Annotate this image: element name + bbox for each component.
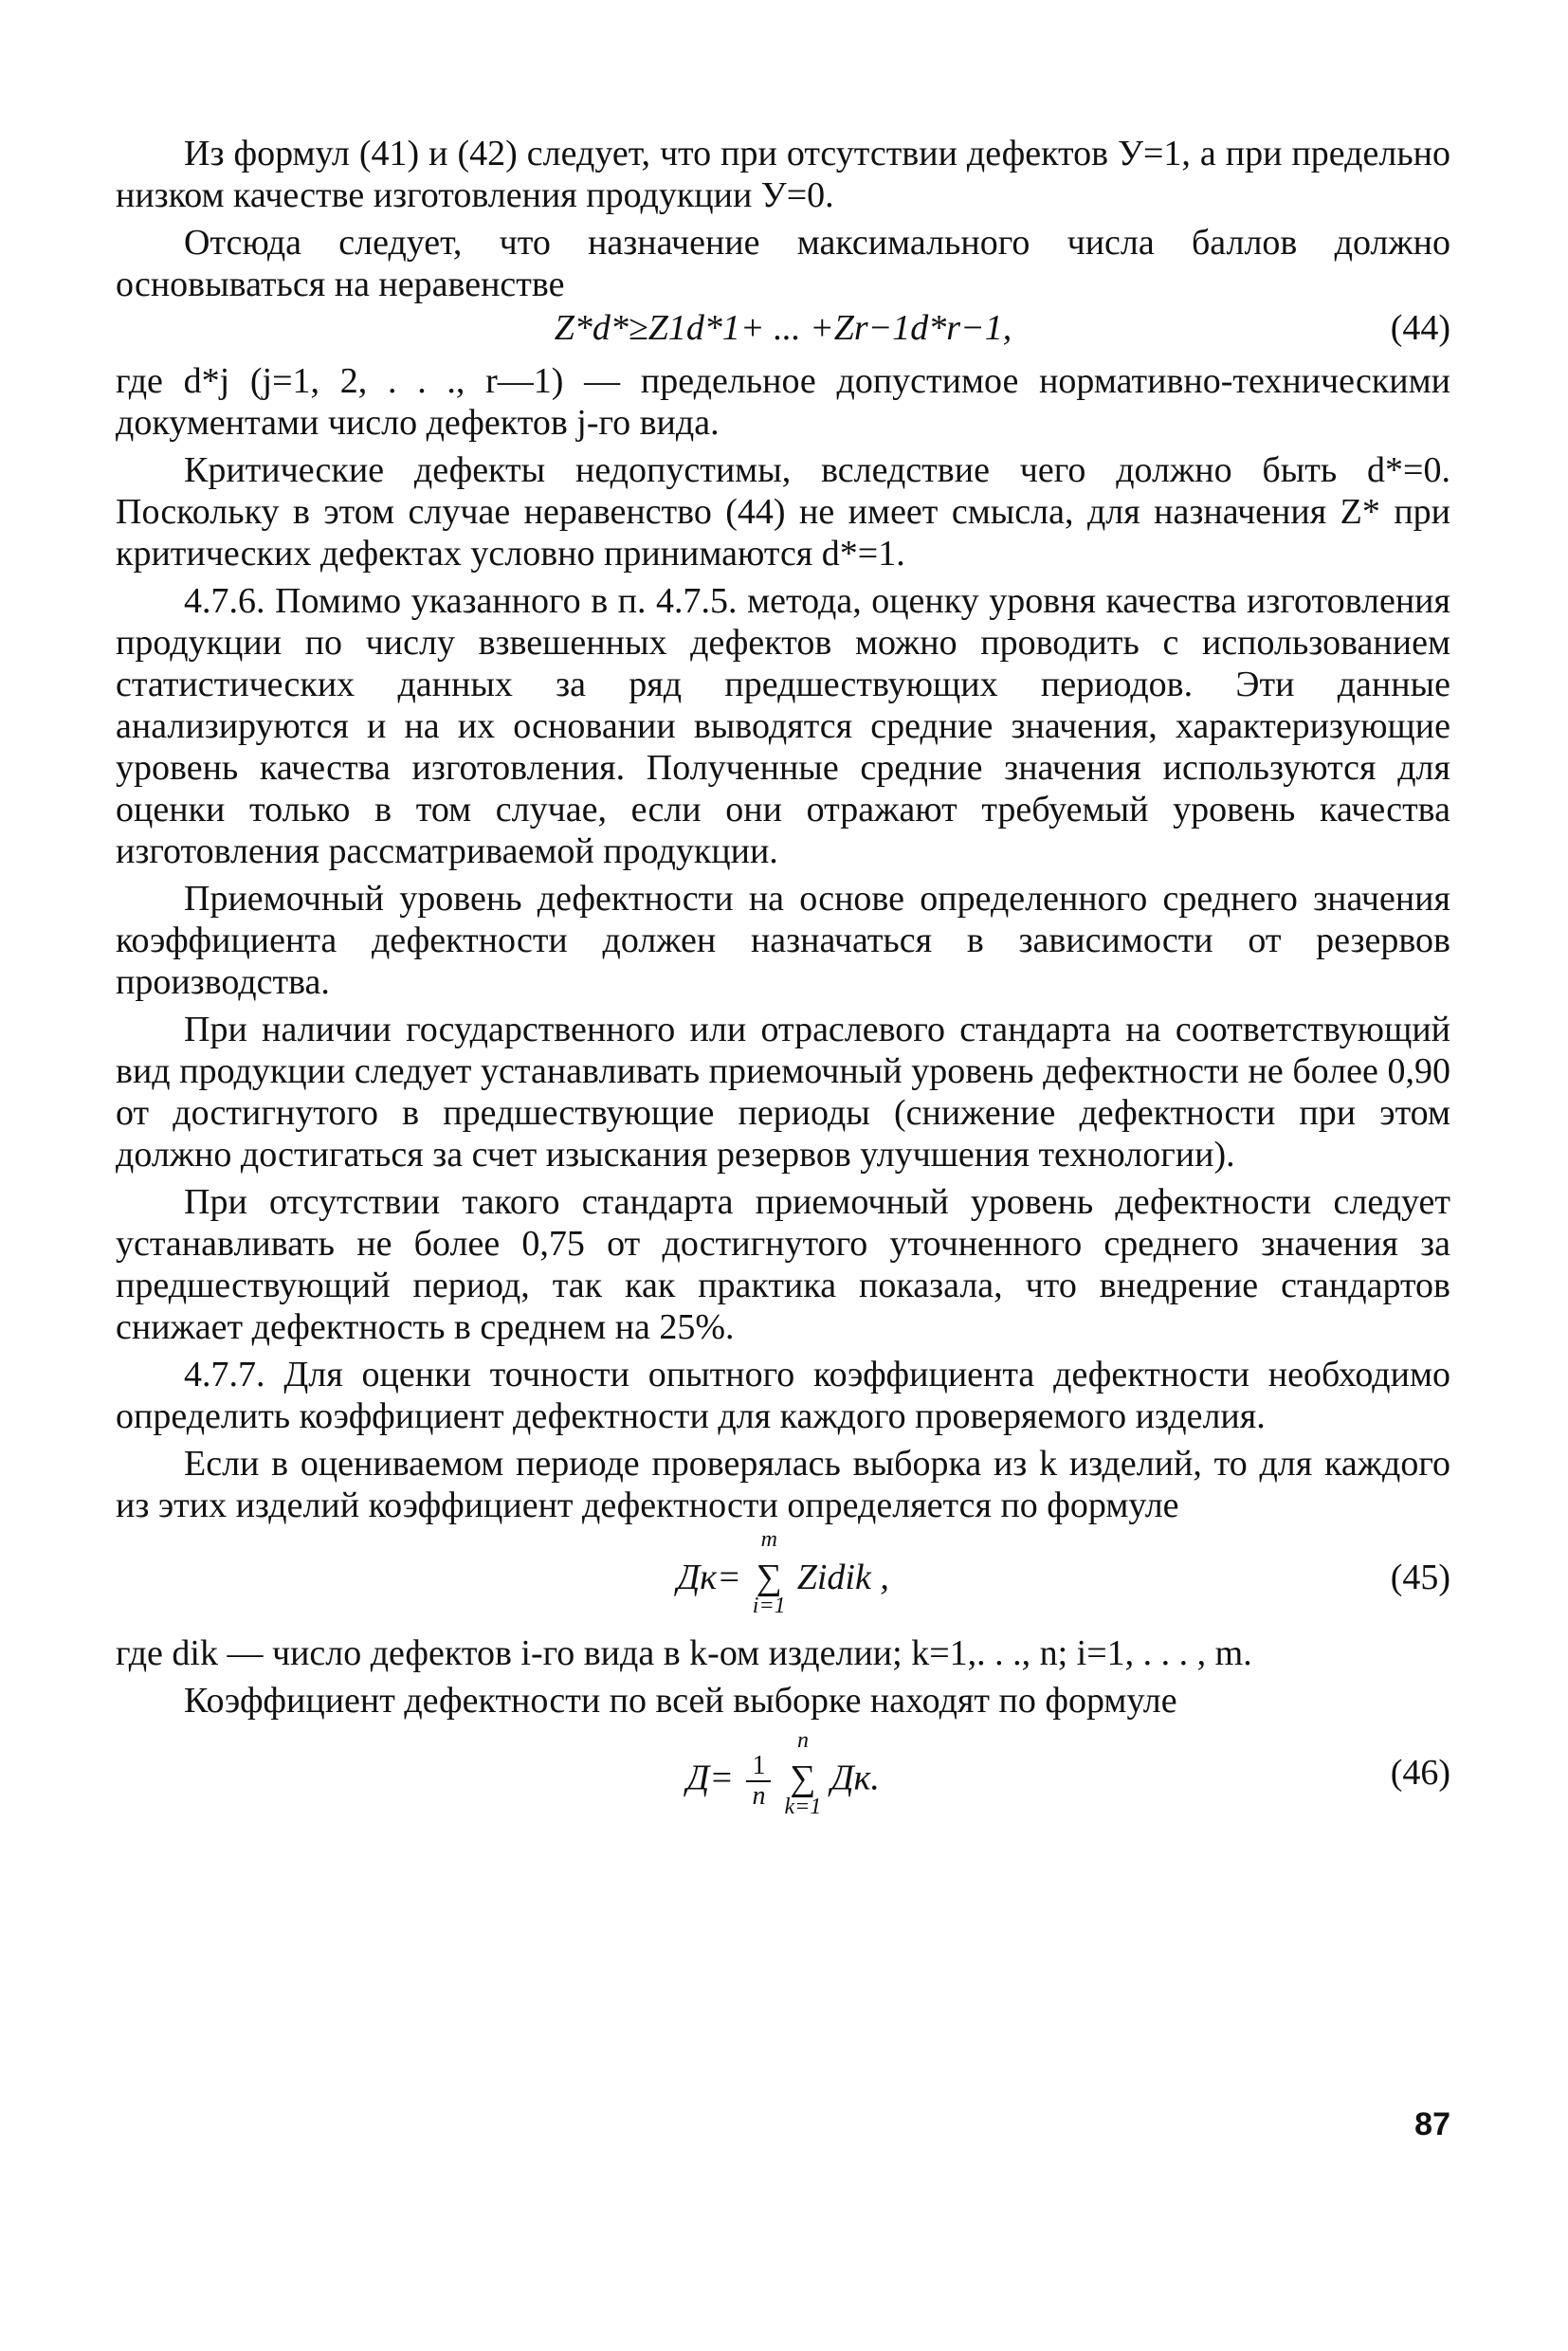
paragraph-1: Из формул (41) и (42) следует, что при отсутствии дефектов У=1, а при предельно низком качестве изготовления продукции У=0. — [116, 134, 1450, 215]
formula-46-body: Дк. — [830, 1758, 880, 1798]
formula-45-lhs: Дк= — [677, 1558, 741, 1597]
formula-46-expression — [116, 1727, 1450, 1819]
formula-45-sum-top: m — [760, 1527, 777, 1552]
formula-46-fraction — [746, 1752, 771, 1811]
paragraph-7: При наличии государственного или отраслевого стандарта на соответствующий вид продукции следует устанавливать приемочный уровень дефектности не более 0,90 от достигнутого в предшествующие периоды (снижение дефектности при этом должно достигаться за счет изыскания резервов улучшения технологии). — [116, 1010, 1450, 1175]
formula-44-number: (44) — [1390, 308, 1450, 348]
formula-46-frac-num: 1 — [746, 1752, 771, 1782]
page-number: 87 — [1414, 2106, 1450, 2142]
paragraph-12: Коэффициент дефектности по всей выборке находят по формуле — [184, 1681, 1177, 1721]
formula-46-sum: n ∑ k=1 — [784, 1758, 822, 1799]
paragraph-5: 4.7.6. Помимо указанного в п. 4.7.5. метода, оценку уровня качества изготовления продукции по числу взвешенных дефектов можно проводить с использованием статистических данных за ряд предшествующих периодов. Эти данные анализируются и на их основании выводятся средние значения, характеризующие уровень качества изготовления. Полученные средние значения используются для оценки только в том случае, если они отражают требуемый уровень качества изготовления рассматриваемой продукции. — [116, 581, 1450, 871]
formula-44-expression: Z*d*≥Z1d*1+ ... +Zr−1d*r−1, — [554, 308, 1012, 348]
paragraph-8: При отсутствии такого стандарта приемочный уровень дефектности следует устанавливать не более 0,75 от достигнутого уточненного среднего значения за предшествующий период, так как практика показала, что внедрение стандартов снижает дефектность в среднем на 25%. — [116, 1182, 1450, 1347]
paragraph-6: Приемочный уровень дефектности на основе определенного среднего значения коэффициента дефектности должен назначаться в зависимости от резервов производства. — [116, 879, 1450, 1002]
paragraph-9: 4.7.7. Для оценки точности опытного коэффициента дефектности необходимо определить коэффициент дефектности для каждого проверяемого изделия. — [116, 1355, 1450, 1436]
formula-46-frac-den: n — [752, 1781, 766, 1811]
paragraph-10: Если в оцениваемом периоде проверялась выборка из k изделий, то для каждого из этих изделий коэффициент дефектности определяется по формуле — [116, 1444, 1450, 1525]
formula-46-sum-top: n — [796, 1727, 809, 1753]
formula-46-number: (46) — [1390, 1753, 1450, 1793]
formula-45-sum-bottom: i=1 — [752, 1594, 786, 1618]
paragraph-11: где dik — число дефектов i-го вида в k-ом изделии; k=1,. . ., n; i=1, . . . , m. — [116, 1633, 1252, 1673]
formula-46-sum-bottom: k=1 — [784, 1794, 822, 1819]
formula-46 — [116, 1727, 1450, 1822]
formula-45 — [116, 1527, 1450, 1627]
formula-45-sum: m ∑ i=1 — [750, 1557, 788, 1598]
formula-45-body: Zidik , — [796, 1558, 889, 1597]
paragraph-4: Критические дефекты недопустимы, вследствие чего должно быть d*=0. Поскольку в этом случае неравенство (44) не имеет смысла, для назначения Z* при критических дефектах условно принимаются d*=1. — [116, 450, 1450, 574]
formula-45-expression — [116, 1527, 1450, 1618]
formula-46-lhs: Д= — [686, 1758, 734, 1798]
paragraph-2: Отсюда следует, что назначение максимального числа баллов должно основываться на неравенстве — [116, 223, 1450, 304]
page-content — [116, 133, 1450, 1828]
formula-45-number: (45) — [1390, 1558, 1450, 1597]
formula-44 — [116, 307, 1450, 358]
paragraph-3: где d*j (j=1, 2, . . ., r—1) — предельное допустимое нормативно-техническими документами число дефектов j-го вида. — [116, 361, 1450, 443]
